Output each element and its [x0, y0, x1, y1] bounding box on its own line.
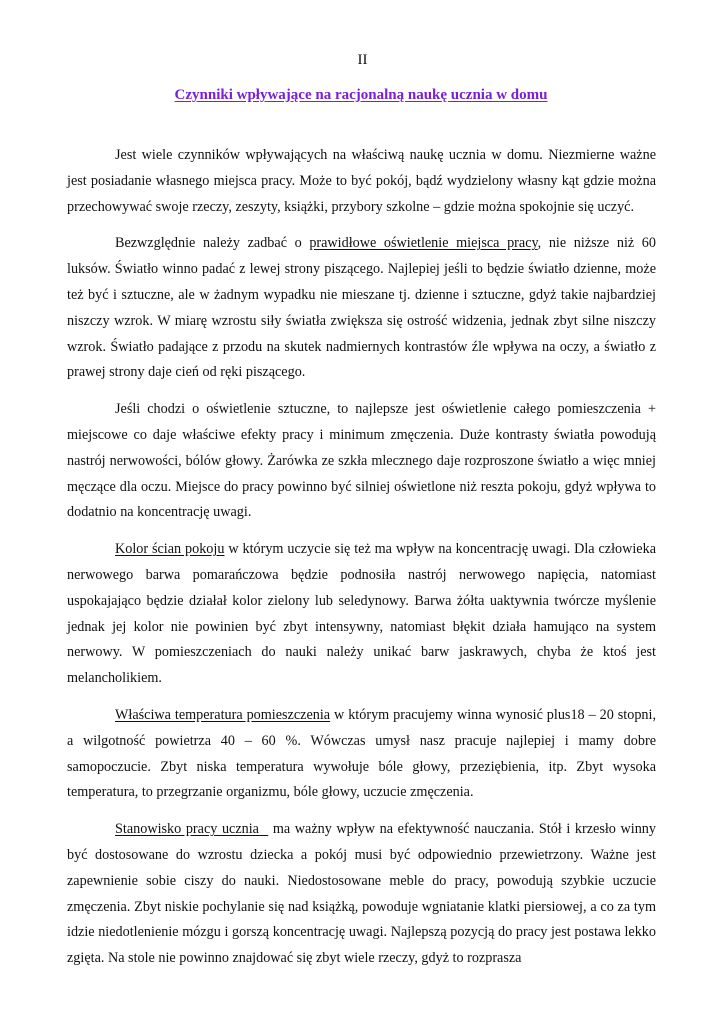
- document-title: Czynniki wpływające na racjonalną naukę ucznia w domu: [174, 87, 548, 103]
- paragraph-workplace: [67, 143, 656, 220]
- paragraph-text: w którym uczycie się też ma wpływ na koncentrację uwagi. Dla człowieka nerwowego barwa pomarańczowa będzie podnosiła nastrój nerwowego napięcia, natomiast uspokajająco będzie działał kolor zielony lub seledynowy. Barwa żółta uaktywnia twórcze myślenie jednak jej kolor nie powinien być zbyt intensywny, natomiast błękit działa hamująco na system nerwowy. W pomieszczeniach do nauki należy unikać barw jaskrawych, chyba że ktoś jest melancholikiem.: [67, 541, 656, 687]
- paragraph-temperature: [67, 703, 656, 806]
- paragraph-wall-color: [67, 537, 656, 692]
- paragraph-artificial-light: [67, 397, 656, 526]
- paragraph-text: , nie niższe niż 60 luksów. Światło winno padać z lewej strony piszącego. Najlepiej jeśli to będzie światło dzienne, może też być i sztuczne, ale w żadnym wypadku nie mieszane tj. dzienne i sztuczne, gdyż takie najbardziej niszczy wzrok. W miarę wzrostu siły światła zwiększa się ostrość widzenia, jednak zbyt silne niszczy wzrok. Światło padające z przodu na skutek nadmiernych kontrastów źle wpływa na oczy, a światło z prawej strony daje cień od ręki piszącego.: [67, 235, 656, 381]
- underlined-phrase: Właściwa temperatura pomieszczenia: [115, 706, 331, 723]
- underlined-phrase: prawidłowe oświetlenie miejsca pracy: [309, 235, 538, 252]
- paragraph-text: Bezwzględnie należy zadbać o: [115, 235, 310, 252]
- document-body: [67, 143, 656, 983]
- underlined-phrase: Kolor ścian pokoju: [115, 541, 225, 558]
- paragraph-text: w którym pracujemy winna wynosić plus18 – 20 stopni, a wilgotność powietrza 40 – 60 %. Wówczas umysł nasz pracuje najlepiej i mamy dobre samopoczucie. Zbyt niska temperatura wywołuje bóle głowy, przeziębienia, itp. Zbyt wysoka temperatura, to przegrzanie organizmu, bóle głowy, uczucie zmęczenia.: [67, 706, 656, 801]
- paragraph-text: Jest wiele czynników wpływających na właściwą naukę ucznia w domu. Niezmierne ważne jest posiadanie własnego miejsca pracy. Może to być pokój, bądź wydzielony własny kąt gdzie można przechowywać swoje rzeczy, zeszyty, książki, przybory szkolne – gdzie można spokojnie się uczyć.: [67, 147, 656, 215]
- paragraph-lighting: [67, 231, 656, 386]
- paragraph-workstation: [67, 817, 656, 972]
- paragraph-text: ma ważny wpływ na efektywność nauczania. Stół i krzesło winny być dostosowane do wzrostu dziecka a pokój musi być odpowiednio przewietrzony. Ważne jest zapewnienie sobie ciszy do nauki. Niedostosowane meble do pracy, powodują szybkie uczucie zmęczenia. Zbyt niskie pochylanie się nad książką, powoduje wgniatanie klatki piersiowej, a co za tym idzie niedotlenienie mózgu i gorszą koncentrację uwagi. Najlepszą pozycją do pracy jest postawa lekko zgięta. Na stole nie powinno znajdować się zbyt wiele rzeczy, gdyż to rozprasza: [67, 821, 656, 967]
- underlined-phrase: Stanowisko pracy ucznia: [115, 821, 269, 838]
- paragraph-text: Jeśli chodzi o oświetlenie sztuczne, to najlepsze jest oświetlenie całego pomieszczenia + miejscowe co daje właściwe efekty pracy i minimum zmęczenia. Duże kontrasty światła powodują nastrój nerwowości, bólów głowy. Żarówka ze szkła mlecznego daje rozproszone światło a więc mniej męczące dla oczu. Miejsce do pracy powinno być silniej oświetlone niż reszta pokoju, gdyż wpływa to dodatnio na koncentrację uwagi.: [67, 401, 656, 521]
- chapter-number: II: [357, 52, 368, 68]
